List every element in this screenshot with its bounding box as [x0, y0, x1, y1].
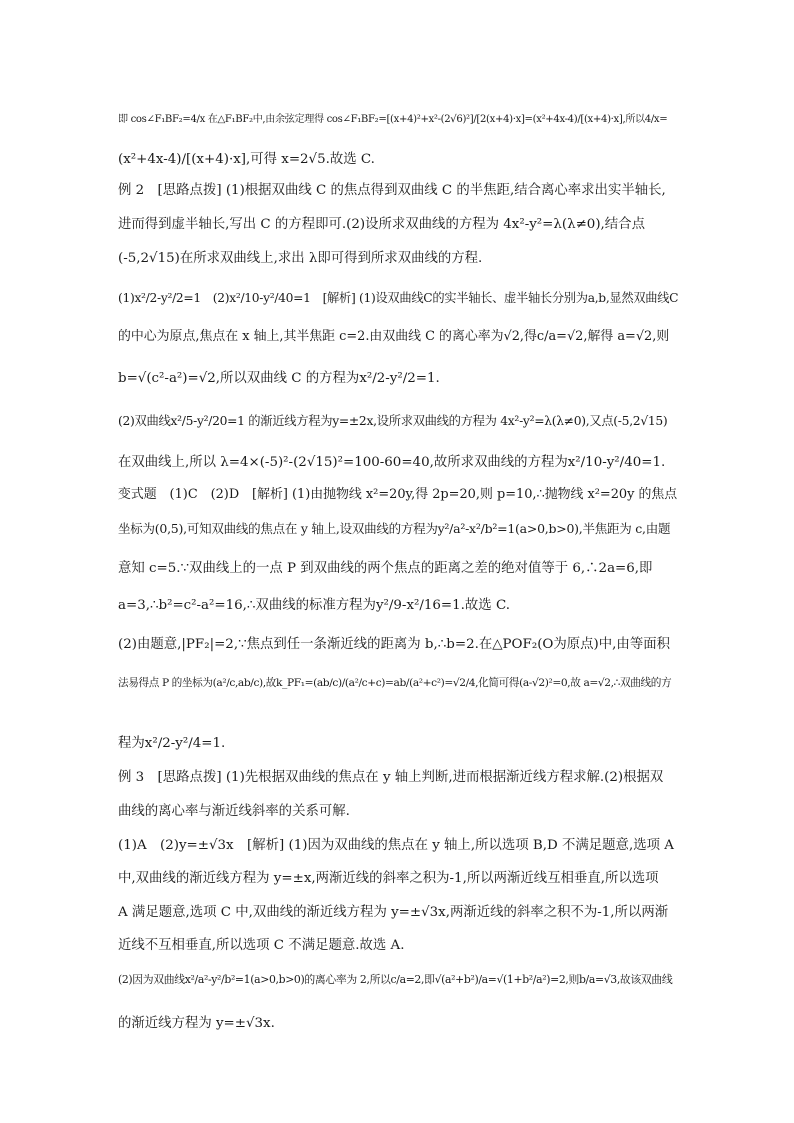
text-line: (x²+4x-4)/[(x+4)·x],可得 x=2√5.故选 C.	[118, 152, 375, 167]
text-line: 即 cos∠F₁BF₂=4/x 在△F₁BF₂中,由余弦定理得 cos∠F₁BF₂=[(x+4)²+x²-(2√6)²]/[2(x+4)·x]=(x²+4x-4)/[(x+4)·x],所以4/x=	[118, 114, 668, 125]
text-line: (2)双曲线x²/5-y²/20=1 的渐近线方程为y=±2x,设所求双曲线的方程为 4x²-y²=λ(λ≠0),又点(-5,2√15)	[118, 414, 668, 428]
text-line: 例 2 [思路点拨] (1)根据双曲线 C 的焦点得到双曲线 C 的半焦距,结合离心率求出实半轴长,	[118, 183, 666, 198]
text-line: 意知 c=5.∵双曲线上的一点 P 到双曲线的两个焦点的距离之差的绝对值等于 6,∴2a=6,即	[118, 561, 653, 576]
text-line: (1)x²/2-y²/2=1 (2)x²/10-y²/40=1 [解析] (1)设双曲线C的实半轴长、虚半轴长分别为a,b,显然双曲线C	[118, 291, 679, 305]
text-line: 进而得到虚半轴长,写出 C 的方程即可.(2)设所求双曲线的方程为 4x²-y²=λ(λ≠0),结合点	[118, 217, 645, 232]
text-line: 的中心为原点,焦点在 x 轴上,其半焦距 c=2.由双曲线 C 的离心率为√2,得c/a=√2,解得 a=√2,则	[118, 329, 670, 344]
text-line: (-5,2√15)在所求双曲线上,求出 λ即可得到所求双曲线的方程.	[118, 251, 483, 266]
text-line: 在双曲线上,所以 λ=4×(-5)²-(2√15)²=100-60=40,故所求双曲线的方程为x²/10-y²/40=1.	[118, 455, 666, 470]
text-line: (2)因为双曲线x²/a²-y²/b²=1(a>0,b>0)的离心率为 2,所以c/a=2,即√(a²+b²)/a=√(1+b²/a²)=2,则b/a=√3,故该双曲线	[118, 973, 673, 986]
text-line: b=√(c²-a²)=√2,所以双曲线 C 的方程为x²/2-y²/2=1.	[118, 371, 440, 386]
text-line: 法易得点 P 的坐标为(a²/c,ab/c),故k_PF₁=(ab/c)/(a²/c+c)=ab/(a²+c²)=√2/4,化简可得(a-√2)²=0,故 a=√2,∴双曲线的方	[118, 676, 672, 689]
text-line: a=3,∴b²=c²-a²=16,∴双曲线的标准方程为y²/9-x²/16=1.故选 C.	[118, 598, 510, 613]
text-line: (1)A (2)y=±√3x [解析] (1)因为双曲线的焦点在 y 轴上,所以选项 B,D 不满足题意,选项 A	[118, 838, 674, 853]
text-line: 近线不互相垂直,所以选项 C 不满足题意.故选 A.	[118, 938, 405, 953]
text-line: 变式题 (1)C (2)D [解析] (1)由抛物线 x²=20y,得 2p=20,则 p=10,∴抛物线 x²=20y 的焦点	[118, 487, 678, 502]
text-line: (2)由题意,|PF₂|=2,∵焦点到任一条渐近线的距离为 b,∴b=2.在△POF₂(O为原点)中,由等面积	[118, 637, 670, 652]
text-line: 中,双曲线的渐近线方程为 y=±x,两渐近线的斜率之积为-1,所以两渐近线互相垂直,所以选项	[118, 871, 659, 886]
text-line: 程为x²/2-y²/4=1.	[118, 736, 226, 751]
text-line: 例 3 [思路点拨] (1)先根据双曲线的焦点在 y 轴上判断,进而根据渐近线方程求解.(2)根据双	[118, 770, 664, 785]
text-line: 曲线的离心率与渐近线斜率的关系可解.	[118, 804, 350, 819]
text-line: A 满足题意,选项 C 中,双曲线的渐近线方程为 y=±√3x,两渐近线的斜率之积不为-1,所以两渐	[118, 905, 669, 920]
text-line: 坐标为(0,5),可知双曲线的焦点在 y 轴上,设双曲线的方程为y²/a²-x²/b²=1(a>0,b>0),半焦距为 c,由题	[118, 521, 671, 536]
text-line: 的渐近线方程为 y=±√3x.	[118, 1016, 275, 1031]
